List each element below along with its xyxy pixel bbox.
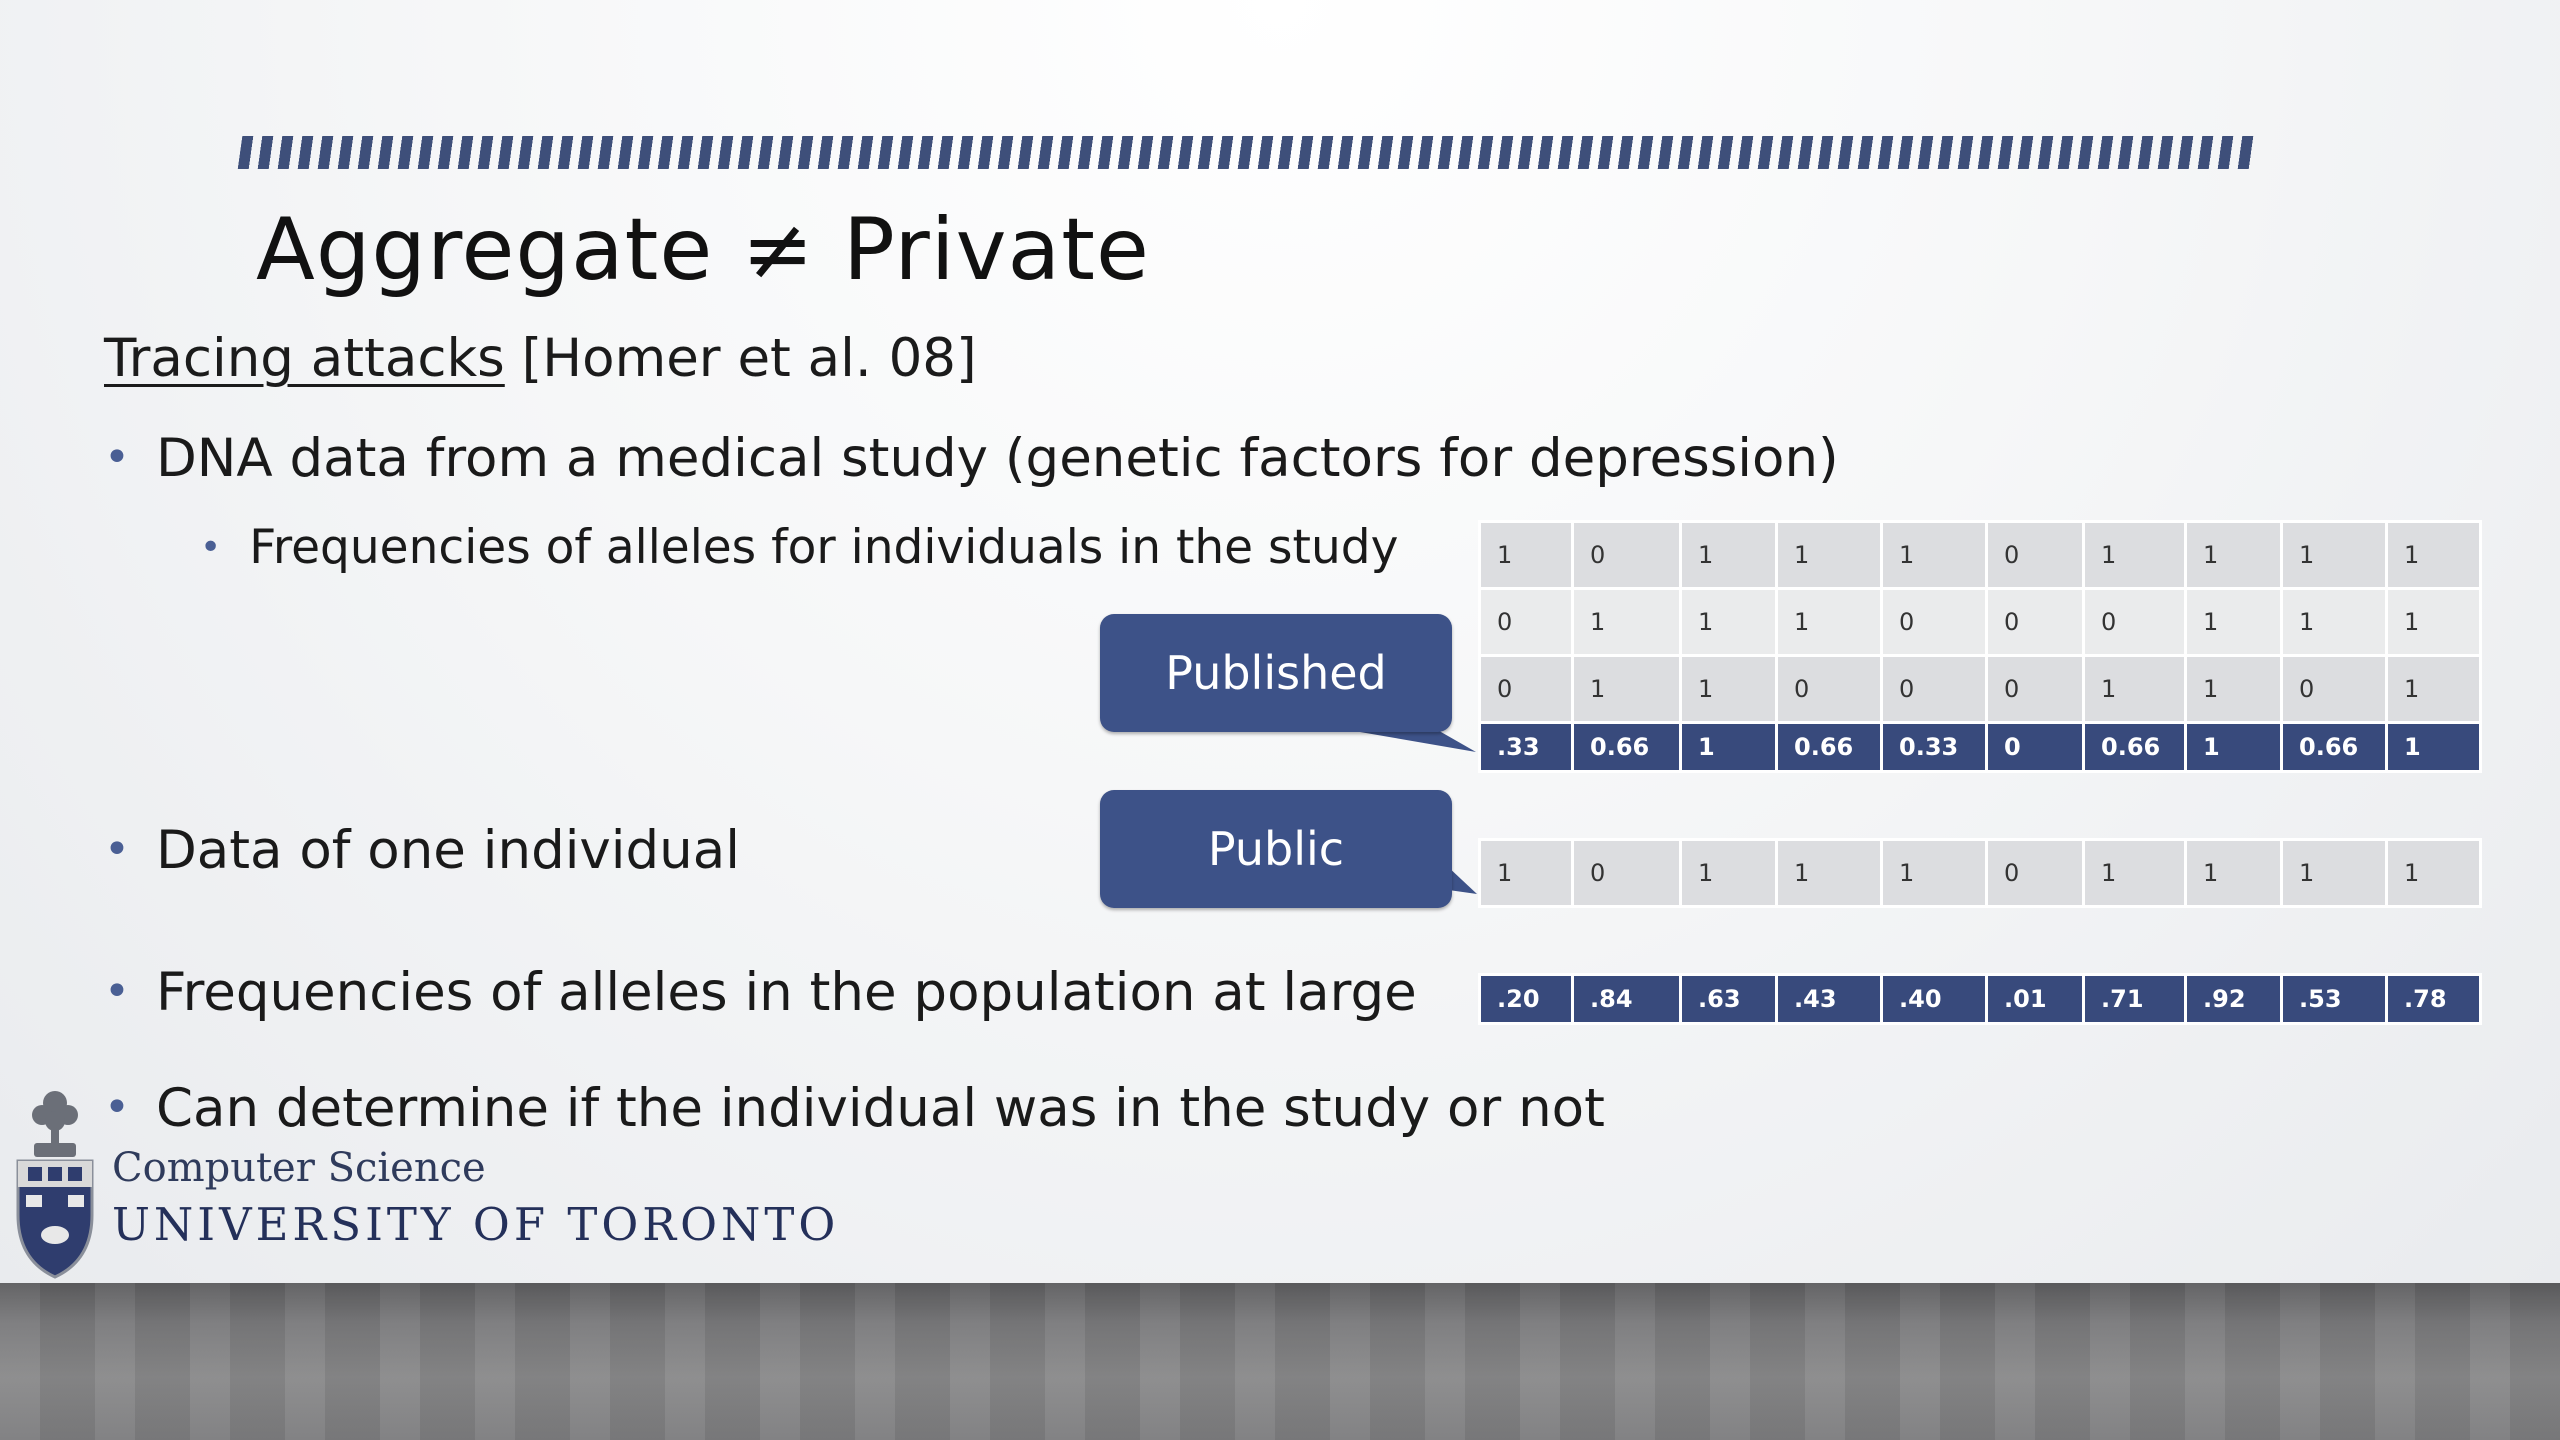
citation: [Homer et al. 08] (504, 328, 977, 389)
table-cell: 1 (1681, 656, 1777, 723)
table-cell: 1 (2084, 656, 2186, 723)
table-cell: 0.66 (1573, 723, 1681, 772)
table-cell: 1 (2387, 589, 2481, 656)
table-cell: .40 (1882, 975, 1987, 1024)
table-cell: 0 (1882, 589, 1987, 656)
table-cell: 1 (1882, 522, 1987, 589)
table-cell: 1 (2084, 522, 2186, 589)
table-cell: .63 (1681, 975, 1777, 1024)
table-cell: 0.66 (2084, 723, 2186, 772)
table-cell: 0 (1987, 589, 2084, 656)
population-frequency-row (1480, 975, 2481, 1024)
table-cell: 0 (1882, 656, 1987, 723)
table-cell: .53 (2282, 975, 2387, 1024)
table-cell: 1 (2186, 522, 2282, 589)
table-cell: 1 (1573, 656, 1681, 723)
public-callout: Public (1100, 790, 1452, 908)
university-crest-icon (14, 1085, 96, 1280)
bullet-text: DNA data from a medical study (genetic factors for depression) (155, 428, 1839, 489)
table-row (1480, 840, 2481, 907)
table-cell: 0 (1987, 656, 2084, 723)
table-row (1480, 589, 2481, 656)
table-cell: .20 (1480, 975, 1573, 1024)
table-cell: 0.66 (1777, 723, 1882, 772)
bullet-freq-study (200, 520, 1398, 575)
background-floor (0, 1283, 2560, 1440)
bullet-determine (104, 1078, 1605, 1139)
bullet-text: Data of one individual (155, 820, 740, 881)
bullet-population (104, 962, 1417, 1023)
table-cell: 0 (1777, 656, 1882, 723)
table-cell: 1 (2282, 840, 2387, 907)
table-row (1480, 656, 2481, 723)
table-cell: 1 (1480, 840, 1573, 907)
table-cell: 1 (1777, 840, 1882, 907)
table-cell: 0.66 (2282, 723, 2387, 772)
table-cell: 1 (1681, 589, 1777, 656)
table-cell: 1 (1777, 589, 1882, 656)
table-cell: 1 (1681, 723, 1777, 772)
bullet-dot: • (104, 966, 130, 1017)
study-table (1478, 520, 2482, 773)
table-row (1480, 522, 2481, 589)
university-name: UNIVERSITY OF TORONTO (112, 1198, 840, 1251)
table-cell: .33 (1480, 723, 1573, 772)
bullet-text: Frequencies of alleles for individuals in the study (249, 520, 1399, 575)
published-callout: Published (1100, 614, 1452, 732)
tracing-attacks-link: Tracing attacks (104, 328, 505, 389)
table-cell: .43 (1777, 975, 1882, 1024)
bullet-text: Can determine if the individual was in the study or not (155, 1078, 1605, 1139)
table-cell: 1 (2282, 522, 2387, 589)
table-cell: .92 (2186, 975, 2282, 1024)
bullet-text: Frequencies of alleles in the population at large (155, 962, 1417, 1023)
table-cell: 0 (2084, 589, 2186, 656)
table-cell: 1 (1882, 840, 1987, 907)
slide-title: Aggregate ≠ Private (256, 200, 1150, 300)
table-cell: 0 (2282, 656, 2387, 723)
table-cell: 1 (2186, 656, 2282, 723)
bullet-dot: • (104, 824, 130, 875)
table-cell: 1 (2387, 656, 2481, 723)
bullet-dot: • (200, 527, 222, 568)
decorative-stripe (238, 136, 2258, 169)
table-cell: 0 (1480, 589, 1573, 656)
table-cell: 1 (2387, 723, 2481, 772)
table-cell: 1 (1681, 840, 1777, 907)
table-cell: 0 (1987, 840, 2084, 907)
department-name: Computer Science (112, 1145, 486, 1191)
population-table (1478, 973, 2482, 1025)
table-cell: 0 (1987, 522, 2084, 589)
table-cell: .78 (2387, 975, 2481, 1024)
bullet-dna (104, 428, 1839, 489)
table-cell: 1 (2186, 589, 2282, 656)
table-cell: 1 (1681, 522, 1777, 589)
table-cell: .84 (1573, 975, 1681, 1024)
table-cell: 1 (2387, 840, 2481, 907)
table-cell: 0 (1480, 656, 1573, 723)
table-cell: 1 (2186, 840, 2282, 907)
table-cell: 0 (1573, 840, 1681, 907)
table-cell: 1 (2282, 589, 2387, 656)
table-cell: 1 (1480, 522, 1573, 589)
table-cell: 0.33 (1882, 723, 1987, 772)
table-cell: 1 (2186, 723, 2282, 772)
table-cell: .71 (2084, 975, 2186, 1024)
bullet-dot: • (104, 1082, 130, 1133)
bullet-one-individual (104, 820, 740, 881)
bullet-dot: • (104, 432, 130, 483)
table-cell: .01 (1987, 975, 2084, 1024)
slide-subtitle (104, 328, 977, 389)
table-cell: 0 (1987, 723, 2084, 772)
table-cell: 1 (1777, 522, 1882, 589)
table-cell: 1 (2084, 840, 2186, 907)
table-cell: 1 (2387, 522, 2481, 589)
table-cell: 1 (1573, 589, 1681, 656)
published-frequency-row (1480, 723, 2481, 772)
table-cell: 0 (1573, 522, 1681, 589)
individual-table (1478, 838, 2482, 908)
